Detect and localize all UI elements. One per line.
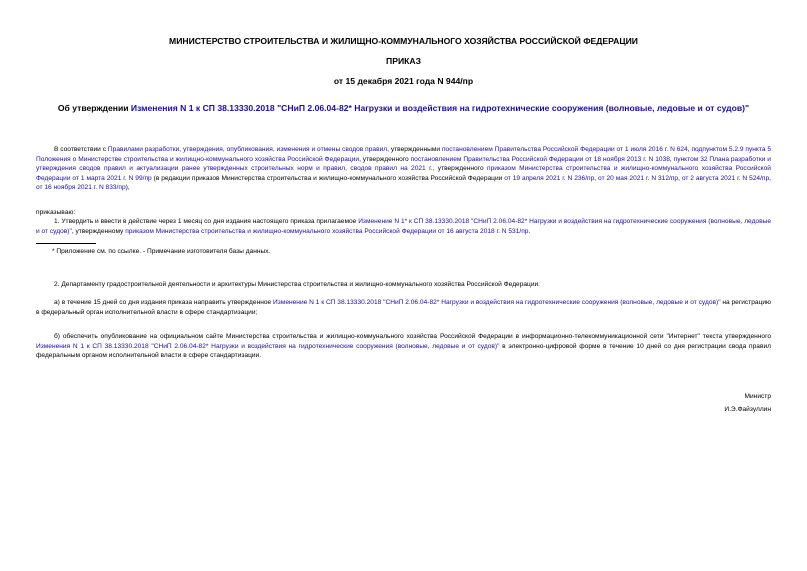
doc-type-heading: ПРИКАЗ: [386, 56, 421, 66]
rules-link[interactable]: Правилами разработки, утверждения, опубликования, изменения и отмены сводов правил: [107, 146, 388, 153]
item-2a-text-1: а) в течение 15 дней со дня издания приказа направить утвержденное: [54, 299, 274, 306]
amendment-link[interactable]: Изменение N 1* к СП 38.13330.2018 "СНиП 2.06.04-82* Нагрузки и воздействия на гидротехнические сооружения (волновые, ледовые и от судов)": [36, 218, 771, 235]
amendment-2a-link[interactable]: Изменение N 1 к СП 38.13330.2018 "СНиП 2.06.04-82* Нагрузки и воздействия на гидротехнические сооружения (волновые, ледовые и от судов)": [273, 299, 721, 306]
preamble-text-11: ),: [125, 184, 130, 192]
regulation-link[interactable]: подпунктом 5.2.9 пункта 5 Положения о Министерстве строительства и жилищно-коммунального хозяйства Российской Федерации: [36, 146, 772, 163]
preamble-text-7: (в редакции приказов Министерства строительства и жилищно-коммунального хозяйства Российской Федерации: [151, 174, 505, 182]
order-833-link[interactable]: от 16 ноября 2021 г. N 833/пр: [36, 184, 126, 192]
signature-name: И.Э.Файзуллин: [724, 406, 771, 413]
item-1-paragraph: [36, 217, 771, 236]
preamble-text-2: , утвержденными: [387, 146, 442, 153]
amendment-2b-link[interactable]: Изменения N 1 к СП 38.13330.2018 "СНиП 2.06.04-82* Нагрузки и воздействия на гидротехнические сооружения (волновые, ледовые и от судов)": [36, 342, 500, 350]
preamble-text-8: ,: [594, 174, 599, 182]
decree-1038-link[interactable]: постановлением Правительства Российской Федерации от 18 ноября 2013 г. N 1038: [410, 155, 670, 163]
order-99-link[interactable]: приказом Министерства строительства и жилищно-коммунального хозяйства Российской Федерации от 1 марта 2021 г. N 99/пр: [36, 165, 771, 182]
ministry-heading: МИНИСТЕРСТВО СТРОИТЕЛЬСТВА И ЖИЛИЩНО-КОММУНАЛЬНОГО ХОЗЯЙСТВА РОССИЙСКОЙ ФЕДЕРАЦИИ: [169, 36, 638, 46]
preamble-text-5: ,: [669, 155, 674, 163]
preamble-text-10: ,: [769, 174, 771, 182]
preamble-text-6: , утвержденного: [432, 165, 488, 173]
order-531-link[interactable]: приказом Министерства строительства и жилищно-коммунального хозяйства Российской Федерации от 16 августа 2018 г. N 531/пр: [125, 227, 529, 235]
preamble-text-3: ,: [687, 146, 692, 153]
item-2a-paragraph: [36, 298, 771, 317]
order-word: приказываю:: [36, 209, 76, 216]
decree-624-link[interactable]: постановлением Правительства Российской Федерации от 1 июля 2016 г. N 624: [441, 146, 688, 153]
signature-position: Министр: [744, 393, 771, 400]
doc-title: [0, 103, 807, 113]
order-312-link[interactable]: от 20 мая 2021 г. N 312/пр: [598, 174, 679, 182]
preamble-text-4: , утвержденного: [359, 155, 411, 163]
preamble-text-1: В соответствии с: [54, 146, 108, 153]
title-prefix: Об утверждении: [57, 103, 131, 113]
item-1-text-2: , утвержденному: [71, 227, 126, 235]
order-236-link[interactable]: от 19 апреля 2021 г. N 236/пр: [504, 174, 595, 182]
footnote-divider: [36, 243, 96, 244]
preamble-text-9: ,: [678, 174, 682, 182]
item-2b-text-2: в электронно-цифровой форме в течение 10 дней со дня регистрации свода правил федеральным органом исполнительной власти в сфере стандартизации.: [36, 342, 771, 360]
item-2b-text-1: б) обеспечить опубликование на официальном сайте Министерства строительства и жилищно-коммунального хозяйства Российской Федерации в информационно-телекоммуникационной сети "Интернет" текста утвержденного: [54, 333, 771, 340]
item-2b-paragraph: [36, 332, 771, 361]
item-2-paragraph: 2. Департаменту градостроительной деятельности и архитектуры Министерства строительства и жилищно-коммунального хозяйства Российской Федерации:: [54, 281, 541, 288]
title-link[interactable]: Изменения N 1 к СП 38.13330.2018 "СНиП 2.06.04-82* Нагрузки и воздействия на гидротехнические сооружения (волновые, ледовые и от судов)": [130, 103, 750, 113]
doc-date-heading: от 15 декабря 2021 года N 944/пр: [333, 76, 474, 86]
plan-item-link[interactable]: пунктом 32 Плана разработки и утверждения сводов правил и актуализации ранее утвержденных строительных норм и правил, сводов правил на 2021 г.: [36, 155, 771, 173]
footnote: * Приложение см. по ссылке. - Примечание изготовителя базы данных.: [52, 248, 271, 255]
item-1-text-1: 1. Утвердить и ввести в действие через 1 месяц со дня издания настоящего приказа прилагаемое: [54, 218, 359, 225]
item-2a-text-2: на регистрацию в федеральный орган исполнительной власти в сфере стандартизации;: [36, 299, 771, 316]
item-1-text-3: .: [528, 227, 531, 235]
order-524-link[interactable]: от 2 августа 2021 г. N 524/пр: [681, 174, 770, 182]
preamble-paragraph: [36, 145, 771, 193]
